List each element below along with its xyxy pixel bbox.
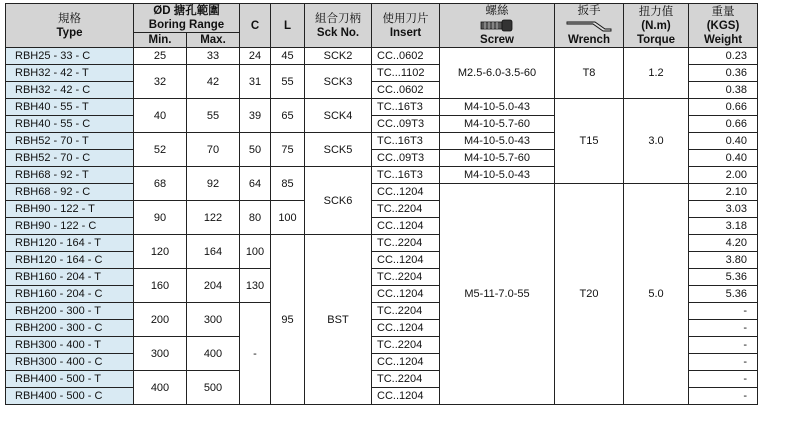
screw-cell: M4-10-5.7-60 bbox=[440, 116, 555, 133]
min-cell: 400 bbox=[134, 371, 187, 405]
weight-cell: 0.40 bbox=[689, 133, 758, 150]
insert-cell: TC..2204 bbox=[372, 303, 440, 320]
min-cell: 32 bbox=[134, 65, 187, 99]
max-cell: 122 bbox=[187, 201, 240, 235]
type-cell: RBH120 - 164 - T bbox=[6, 235, 134, 252]
weight-cell: 0.36 bbox=[689, 65, 758, 82]
min-cell: 68 bbox=[134, 167, 187, 201]
wrench-cell: T15 bbox=[555, 99, 624, 184]
type-cell: RBH68 - 92 - C bbox=[6, 184, 134, 201]
header-insert: 使用刀片 Insert bbox=[372, 4, 440, 48]
header-weight: 重量 (KGS) Weight bbox=[689, 4, 758, 48]
weight-cell: 0.40 bbox=[689, 150, 758, 167]
header-max: Max. bbox=[187, 33, 240, 48]
l-cell: 45 bbox=[271, 48, 305, 65]
weight-cell: - bbox=[689, 354, 758, 371]
weight-cell: - bbox=[689, 371, 758, 388]
min-cell: 200 bbox=[134, 303, 187, 337]
c-cell: 100 bbox=[240, 235, 271, 269]
insert-cell: TC..2204 bbox=[372, 337, 440, 354]
min-cell: 40 bbox=[134, 99, 187, 133]
c-cell: 64 bbox=[240, 167, 271, 201]
type-cell: RBH200 - 300 - C bbox=[6, 320, 134, 337]
table-row bbox=[6, 48, 758, 65]
sck-cell: SCK2 bbox=[305, 48, 372, 65]
insert-cell: TC...1102 bbox=[372, 65, 440, 82]
max-cell: 70 bbox=[187, 133, 240, 167]
type-cell: RBH90 - 122 - T bbox=[6, 201, 134, 218]
table-row bbox=[6, 99, 758, 116]
insert-cell: CC..1204 bbox=[372, 286, 440, 303]
insert-cell: CC..1204 bbox=[372, 320, 440, 337]
min-cell: 52 bbox=[134, 133, 187, 167]
screw-cell: M4-10-5.7-60 bbox=[440, 150, 555, 167]
insert-cell: TC..2204 bbox=[372, 371, 440, 388]
insert-cell: TC..16T3 bbox=[372, 99, 440, 116]
type-cell: RBH300 - 400 - T bbox=[6, 337, 134, 354]
sck-cell: SCK6 bbox=[305, 167, 372, 235]
screw-cell: M2.5-6.0-3.5-60 bbox=[440, 48, 555, 99]
type-cell: RBH25 - 33 - C bbox=[6, 48, 134, 65]
min-cell: 160 bbox=[134, 269, 187, 303]
c-cell: 130 bbox=[240, 269, 271, 303]
type-cell: RBH40 - 55 - C bbox=[6, 116, 134, 133]
torque-cell: 3.0 bbox=[624, 99, 689, 184]
sck-cell: SCK3 bbox=[305, 65, 372, 99]
max-cell: 164 bbox=[187, 235, 240, 269]
insert-cell: CC..0602 bbox=[372, 48, 440, 65]
insert-cell: CC..1204 bbox=[372, 354, 440, 371]
weight-cell: 0.66 bbox=[689, 116, 758, 133]
weight-cell: - bbox=[689, 388, 758, 405]
insert-cell: CC..0602 bbox=[372, 82, 440, 99]
screw-cell: M5-11-7.0-55 bbox=[440, 184, 555, 405]
type-cell: RBH90 - 122 - C bbox=[6, 218, 134, 235]
l-cell: 85 bbox=[271, 167, 305, 201]
c-cell: 80 bbox=[240, 201, 271, 235]
header-wrench: 扳手 Wrench bbox=[555, 4, 624, 48]
min-cell: 90 bbox=[134, 201, 187, 235]
insert-cell: TC..16T3 bbox=[372, 133, 440, 150]
weight-cell: 3.03 bbox=[689, 201, 758, 218]
weight-cell: 2.10 bbox=[689, 184, 758, 201]
l-cell: 75 bbox=[271, 133, 305, 167]
max-cell: 92 bbox=[187, 167, 240, 201]
weight-cell: 5.36 bbox=[689, 286, 758, 303]
max-cell: 33 bbox=[187, 48, 240, 65]
type-cell: RBH32 - 42 - C bbox=[6, 82, 134, 99]
type-cell: RBH68 - 92 - T bbox=[6, 167, 134, 184]
type-cell: RBH40 - 55 - T bbox=[6, 99, 134, 116]
l-cell: 100 bbox=[271, 201, 305, 235]
type-cell: RBH400 - 500 - T bbox=[6, 371, 134, 388]
weight-cell: - bbox=[689, 337, 758, 354]
screw-cell: M4-10-5.0-43 bbox=[440, 99, 555, 116]
weight-cell: 3.80 bbox=[689, 252, 758, 269]
weight-cell: - bbox=[689, 303, 758, 320]
type-cell: RBH32 - 42 - T bbox=[6, 65, 134, 82]
weight-cell: 0.38 bbox=[689, 82, 758, 99]
max-cell: 55 bbox=[187, 99, 240, 133]
wrench-cell: T8 bbox=[555, 48, 624, 99]
type-cell: RBH300 - 400 - C bbox=[6, 354, 134, 371]
header-torque: 扭力值 (N.m) Torque bbox=[624, 4, 689, 48]
weight-cell: 2.00 bbox=[689, 167, 758, 184]
max-cell: 42 bbox=[187, 65, 240, 99]
boring-bar-spec-table bbox=[5, 3, 758, 405]
weight-cell: - bbox=[689, 320, 758, 337]
c-cell: 24 bbox=[240, 48, 271, 65]
wrench-icon bbox=[565, 19, 613, 32]
insert-cell: TC..2204 bbox=[372, 201, 440, 218]
type-cell: RBH200 - 300 - T bbox=[6, 303, 134, 320]
insert-cell: TC..2204 bbox=[372, 269, 440, 286]
c-cell: 50 bbox=[240, 133, 271, 167]
header-c: C bbox=[240, 4, 271, 48]
header-sck: 組合刀柄 Sck No. bbox=[305, 4, 372, 48]
weight-cell: 0.23 bbox=[689, 48, 758, 65]
insert-cell: TC..16T3 bbox=[372, 167, 440, 184]
type-cell: RBH52 - 70 - T bbox=[6, 133, 134, 150]
type-cell: RBH52 - 70 - C bbox=[6, 150, 134, 167]
header-min: Min. bbox=[134, 33, 187, 48]
max-cell: 500 bbox=[187, 371, 240, 405]
sck-cell: SCK4 bbox=[305, 99, 372, 133]
min-cell: 300 bbox=[134, 337, 187, 371]
l-cell: 95 bbox=[271, 235, 305, 405]
header-boring-range: ØD 搪孔範圍 Boring Range bbox=[134, 4, 240, 33]
insert-cell: CC..1204 bbox=[372, 388, 440, 405]
header-screw: 螺絲 Screw bbox=[440, 4, 555, 48]
torque-cell: 1.2 bbox=[624, 48, 689, 99]
l-cell: 65 bbox=[271, 99, 305, 133]
min-cell: 120 bbox=[134, 235, 187, 269]
insert-cell: CC..1204 bbox=[372, 184, 440, 201]
type-cell: RBH160 - 204 - C bbox=[6, 286, 134, 303]
header-type: 規格 Type bbox=[6, 4, 134, 48]
wrench-cell: T20 bbox=[555, 184, 624, 405]
insert-cell: CC..09T3 bbox=[372, 116, 440, 133]
screw-cell: M4-10-5.0-43 bbox=[440, 167, 555, 184]
insert-cell: TC..2204 bbox=[372, 235, 440, 252]
max-cell: 204 bbox=[187, 269, 240, 303]
weight-cell: 5.36 bbox=[689, 269, 758, 286]
insert-cell: CC..1204 bbox=[372, 218, 440, 235]
c-cell: 31 bbox=[240, 65, 271, 99]
max-cell: 400 bbox=[187, 337, 240, 371]
type-cell: RBH120 - 164 - C bbox=[6, 252, 134, 269]
weight-cell: 0.66 bbox=[689, 99, 758, 116]
type-cell: RBH160 - 204 - T bbox=[6, 269, 134, 286]
weight-cell: 3.18 bbox=[689, 218, 758, 235]
table-row bbox=[6, 184, 758, 201]
screw-cell: M4-10-5.0-43 bbox=[440, 133, 555, 150]
sck-cell: BST bbox=[305, 235, 372, 405]
c-cell: - bbox=[240, 303, 271, 405]
c-cell: 39 bbox=[240, 99, 271, 133]
torque-cell: 5.0 bbox=[624, 184, 689, 405]
type-cell: RBH400 - 500 - C bbox=[6, 388, 134, 405]
insert-cell: CC..1204 bbox=[372, 252, 440, 269]
l-cell: 55 bbox=[271, 65, 305, 99]
spec-table-container bbox=[5, 3, 758, 405]
header-l: L bbox=[271, 4, 305, 48]
min-cell: 25 bbox=[134, 48, 187, 65]
max-cell: 300 bbox=[187, 303, 240, 337]
weight-cell: 4.20 bbox=[689, 235, 758, 252]
sck-cell: SCK5 bbox=[305, 133, 372, 167]
insert-cell: CC..09T3 bbox=[372, 150, 440, 167]
screw-icon bbox=[480, 19, 514, 32]
